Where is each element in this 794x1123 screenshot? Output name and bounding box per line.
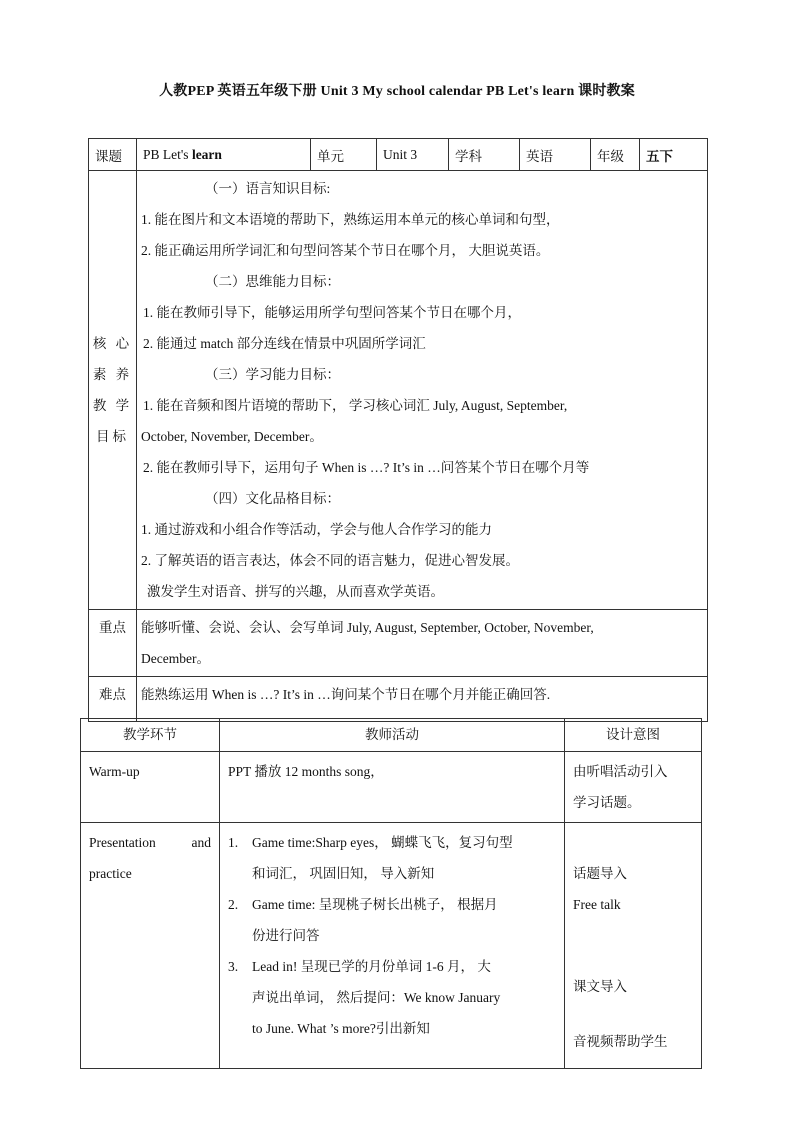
key-points-label: 重点 xyxy=(89,610,137,677)
warmup-activity: PPT 播放 12 months song， xyxy=(220,752,565,823)
subject-value: 英语 xyxy=(520,139,591,171)
goal-line: 1. 能在图片和文本语境的帮助下，熟练运用本单元的核心单词和句型， xyxy=(141,212,560,227)
key-points-row xyxy=(89,610,708,677)
grade-value: 五下 xyxy=(640,139,708,171)
topic-value: PB Let's learn xyxy=(137,139,311,171)
goal-line: 2. 能在教师引导下，运用句子 When is …? It’s in …问答某个节日在哪个月等 xyxy=(143,460,590,475)
warmup-stage: Warm-up xyxy=(81,752,220,823)
goals-row xyxy=(89,171,708,610)
header-stage: 教学环节 xyxy=(81,719,220,752)
grade-label: 年级 xyxy=(591,139,640,171)
activity-step-3: 3. Lead in! 呈现已学的月份单词 1-6 月， 大 声说出单词， 然后提问：We know January to June. What ’s more?引出新知 xyxy=(228,959,501,1036)
presentation-activity xyxy=(220,823,565,1069)
presentation-intent: 话题导入 Free talk 课文导入 音视频帮助学生 xyxy=(565,823,702,1069)
key-points-content: 能够听懂、会说、会认、会写单词 July, August, September, October, November, December。 xyxy=(137,610,708,677)
goal-line: 2. 能通过 match 部分连线在情景中巩固所学词汇 xyxy=(143,336,426,351)
goal-heading: （二）思维能力目标： xyxy=(205,274,340,289)
goals-label: 核 心 素 养 教 学 目标 xyxy=(89,171,137,610)
goal-heading: （三）学习能力目标： xyxy=(205,367,340,382)
lesson-info-table xyxy=(88,138,708,722)
header-row xyxy=(89,139,708,171)
presentation-row xyxy=(81,823,702,1069)
difficulty-content: 能熟练运用 When is …? It’s in …询问某个节日在哪个月并能正确回答. xyxy=(137,677,708,722)
process-header-row xyxy=(81,719,702,752)
presentation-stage: Presentation and practice xyxy=(81,823,220,1069)
activity-step-1: 1. Game time:Sharp eyes， 蝴蝶飞飞，复习句型 和词汇， 巩固旧知， 导入新知 xyxy=(228,835,513,881)
goal-heading: （一）语言知识目标: xyxy=(205,181,331,196)
warmup-intent: 由听唱活动引入 学习话题。 xyxy=(565,752,702,823)
goal-line: 2. 能正确运用所学词汇和句型问答某个节日在哪个月， 大胆说英语。 xyxy=(141,243,550,258)
goal-heading: （四）文化品格目标： xyxy=(205,491,340,506)
goal-line: 1. 能在音频和图片语境的帮助下， 学习核心词汇 July, August, September, xyxy=(143,398,568,413)
goals-content xyxy=(137,171,708,610)
unit-label: 单元 xyxy=(311,139,377,171)
unit-value: Unit 3 xyxy=(377,139,449,171)
goal-line: October, November, December。 xyxy=(141,429,323,444)
goal-line: 1. 通过游戏和小组合作等活动，学会与他人合作学习的能力 xyxy=(141,522,492,537)
topic-label: 课题 xyxy=(89,139,137,171)
difficulty-row xyxy=(89,677,708,722)
difficulty-label: 难点 xyxy=(89,677,137,722)
warmup-row xyxy=(81,752,702,823)
document-title: 人教PEP 英语五年级下册 Unit 3 My school calendar PB Let's learn 课时教案 xyxy=(159,84,635,99)
goal-line: 激发学生对语音、拼写的兴趣，从而喜欢学英语。 xyxy=(147,584,444,599)
subject-label: 学科 xyxy=(449,139,520,171)
header-intent: 设计意图 xyxy=(565,719,702,752)
teaching-process-table xyxy=(80,718,702,1069)
goal-line: 2. 了解英语的语言表达，体会不同的语言魅力，促进心智发展。 xyxy=(141,553,519,568)
goal-line: 1. 能在教师引导下，能够运用所学句型问答某个节日在哪个月， xyxy=(143,305,521,320)
header-activity: 教师活动 xyxy=(220,719,565,752)
activity-step-2: 2. Game time: 呈现桃子树长出桃子， 根据月 份进行问答 xyxy=(228,897,498,943)
